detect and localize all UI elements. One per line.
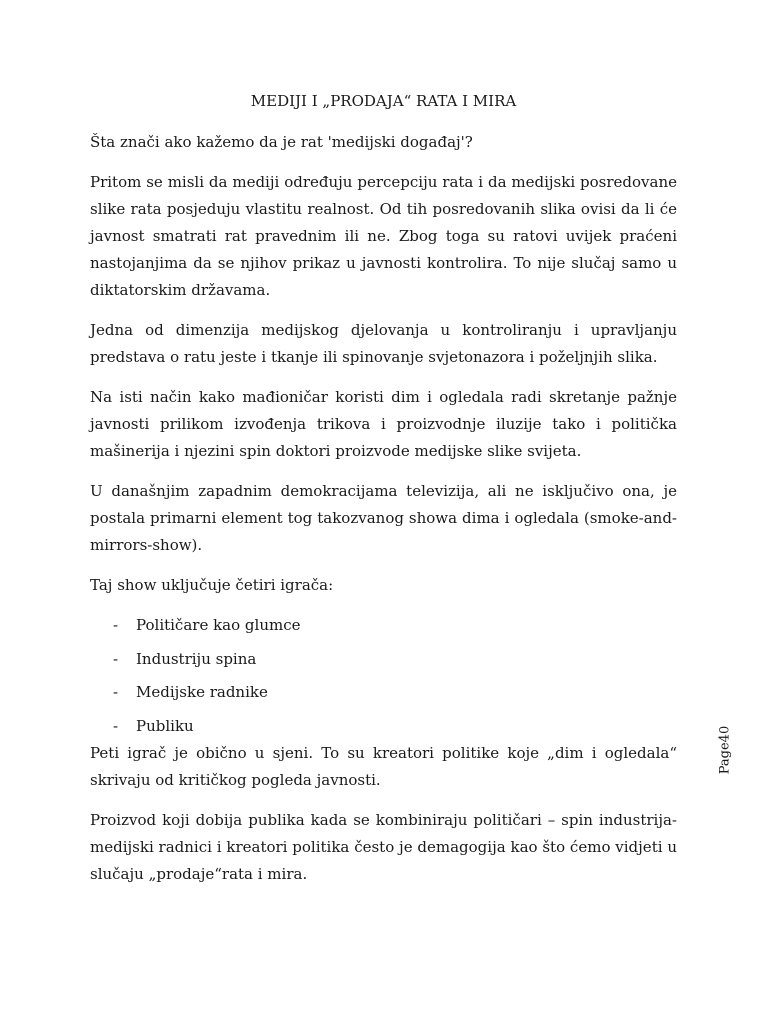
paragraph-television: U današnjim zapadnim demokracijama televizija, ali ne isključivo ona, je postala primarni element tog takozvanog showa dima i ogledala (smoke-and-mirrors-show). (90, 482, 677, 554)
players-list (90, 612, 677, 740)
list-item-text: Industriju spina (136, 649, 257, 668)
document-title: MEDIJI I „PRODAJA“ RATA I MIRA (250, 92, 517, 110)
page-number: Page40 (717, 725, 733, 775)
paragraph-dimension: Jedna od dimenzija medijskog djelovanja u kontroliranju i upravljanju predstava o ratu jeste i tkanje ili spinovanje svjetonazora i poželjnjih slika. (90, 321, 677, 366)
list-item (90, 612, 677, 646)
list-item-text: Medijske radnike (136, 683, 268, 701)
bullet-dash: - (113, 649, 119, 668)
paragraph-product: Proizvod koji dobija publika kada se kombiniraju političari – spin industrija-medijski radnici i kreatori politika često je demagogija kao što ćemo vidjeti u slučaju „prodaje“rata i mira. (90, 810, 677, 883)
paragraph-magician: Na isti način kako mađioničar koristi dim i ogledala radi skretanje pažnje javnosti prilikom izvođenja trikova i proizvodnje iluzije tako i politička mašinerija i njezini spin doktori proizvode medijske slike svijeta. (90, 388, 677, 460)
list-item (90, 679, 677, 713)
list-item-text: Publiku (136, 716, 194, 735)
list-item (90, 713, 677, 740)
paragraph-perception: Pritom se misli da mediji određuju percepciju rata i da medijski posredovane slike rata posjeduju vlastitu realnost. Od tih posredovanih slika ovisi da li će javnost smatrati rat pravednim ili ne. Zbog toga su ratovi uvijek praćeni nastojanjima da se njihov prikaz u javnosti kontrolira. To nije slučaj samo u diktatorskim državama. (90, 173, 677, 299)
list-item (90, 646, 677, 680)
document-page (90, 88, 677, 901)
paragraph-fifth-player: Peti igrač je obično u sjeni. To su kreatori politike koje „dim i ogledala“ skrivaju od kritičkog pogleda javnosti. (90, 743, 677, 789)
bullet-dash: - (113, 616, 119, 634)
bullet-dash: - (113, 683, 119, 701)
bullet-dash: - (113, 716, 119, 735)
paragraph-question: Šta znači ako kažemo da je rat 'medijski događaj'? (90, 133, 473, 151)
list-item-text: Političare kao glumce (136, 616, 301, 634)
paragraph-players-intro: Taj show uključuje četiri igrača: (90, 576, 334, 594)
